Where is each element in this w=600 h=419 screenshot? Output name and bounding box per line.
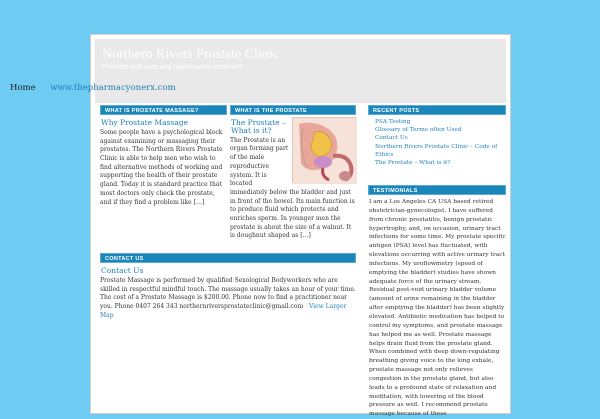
recent-post-link[interactable]: Contact Us: [375, 135, 408, 142]
nav-home-link[interactable]: Home: [10, 83, 36, 93]
recent-posts-widget: [368, 105, 506, 167]
massage-widget: [100, 105, 227, 207]
prostate-widget: [230, 105, 356, 241]
contact-text: Prostate Massage is performed by qualified Sexological Bodyworkers who are skilled in respectful mindful touch. The massage usually takes an hour of your time. The cost of a Prostate Massage is $200.00. Phone now to find a practitioner near you. Phone 0407 264 343 northernriversprostateclinic@gmail.com: [100, 276, 356, 310]
recent-post-link[interactable]: Northern Rivers Prostate Clinic – Code of Ethics: [375, 143, 498, 158]
site-title[interactable]: Northern Rivers Prostate Clinic: [102, 47, 279, 62]
contact-header: CONTACT US: [100, 253, 356, 263]
prostate-title[interactable]: The Prostate – What is it?: [231, 118, 286, 135]
site-tagline: Prostate well care and rejuvenation treatment: [102, 64, 243, 71]
massage-title[interactable]: Why Prostate Massage: [101, 118, 189, 127]
anatomy-diagram-icon[interactable]: [292, 117, 356, 183]
testimonials-header: TESTIMONIALS: [368, 185, 506, 195]
prostate-excerpt: The Prostate is an organ forming part of the male reproductive system. It is located immediately below the bladder and just in front of the bowel. Its main function is to produce fluid which protects and enriches sperm. In younger men the prostate is about the size of a walnut. It is doughnut shaped as […]: [230, 136, 355, 240]
recent-posts-list: [368, 118, 506, 167]
massage-excerpt: Some people have a psychological block against examining or massaging their prostates. The Northern Rivers Prostate Clinic is able to help men who wish to find alternative methods of working and supporting the health of their prostate gland. Today it is standard practice that most doctors only check the prostate, and if they find a problem like […]: [100, 128, 223, 206]
anatomy-diagram-svg: [293, 118, 357, 184]
page-container: [10, 34, 511, 418]
contact-widget: [100, 253, 356, 320]
contact-title[interactable]: Contact Us: [101, 266, 144, 275]
view-larger-map-link[interactable]: View Larger Map: [100, 302, 347, 319]
prostate-header: WHAT IS THE PROSTATE: [230, 105, 356, 115]
contact-body: [100, 277, 356, 321]
recent-post-link[interactable]: PSA Testing: [375, 119, 411, 125]
nav-pharmacy-link[interactable]: www.thepharmacyonerx.com: [50, 83, 176, 93]
site-header: [95, 39, 506, 103]
recent-posts-header: RECENT POSTS: [368, 105, 506, 115]
massage-header: WHAT IS PROSTATE MASSAGE?: [100, 105, 227, 115]
main-nav: [10, 83, 176, 93]
testimonials-widget: [368, 185, 506, 419]
recent-post-link[interactable]: The Prostate – What is it?: [375, 160, 451, 167]
recent-post-link[interactable]: Glossary of Terms often Used: [375, 127, 462, 134]
testimonial-text: I am a Los Angeles CA USA based retired obstetrician-gynecologist. I have suffered from chronic prostatitis, benign prostatic hypertrophy, and, on occasion, urinary tract infections for some time. My prostate specific antigen (PSA) level has fluctuated, with elevations occurring with active urinary tract infections. My uroflowmetry (speed of emptying the bladder) studies have shown adequate force of the urinary stream. Residual post-void urinary bladder volume (amount of urine remaining in the bladder after emptying the bladder) has been slightly elevated. Antibiotic medication has helped to control my symptoms, and prostate massage has helped me as well. Prostate massage helps drain fluid from the prostate gland. When combined with deep down-regulating breathing giving voice to the long exhale, prostate massage not only relieves congestion in the prostate gland, but also leads to a profound state of relaxation and meditation, with lowering of the blood pressure as well. I recommend prostate massage because of these: [369, 199, 506, 418]
